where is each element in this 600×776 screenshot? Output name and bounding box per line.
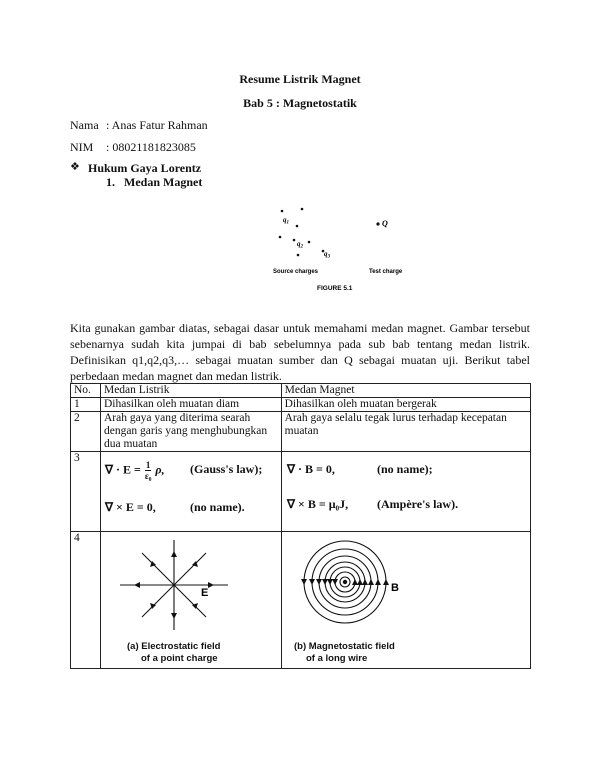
- fraction-numerator: 1: [145, 460, 151, 470]
- subsection-number: 1.: [106, 175, 115, 189]
- header-no: No.: [71, 384, 101, 398]
- caption-magnetostatic: (b) Magnetostatic field of a long wire: [294, 641, 395, 664]
- field-arrow: [309, 579, 315, 585]
- bullet-diamond-icon: ❖: [70, 161, 80, 173]
- figure-5-1: [260, 200, 420, 295]
- field-arrow: [301, 579, 307, 585]
- e-curl-equation: ∇ × E = 0,: [105, 500, 156, 514]
- row2-magnet: Arah gaya selalu tegak lurus terhadap kecepatan muatan: [281, 412, 530, 452]
- wire-dot: [343, 580, 347, 584]
- field-arrow: [316, 579, 322, 585]
- field-arrow: [332, 579, 338, 585]
- field-arrow: [171, 613, 177, 619]
- field-arrow: [322, 579, 328, 585]
- e-curl-note: (no name).: [190, 500, 245, 514]
- row1-magnet: Dihasilkan oleh muatan bergerak: [281, 398, 530, 412]
- row1-no: 1: [71, 398, 101, 412]
- caption-electrostatic: (a) Electrostatic field of a point charge: [127, 641, 221, 664]
- header-magnet: Medan Magnet: [281, 384, 530, 398]
- q1-label: $q_1$: [283, 216, 289, 226]
- test-charge-dot: [376, 222, 379, 225]
- field-arrow: [383, 579, 389, 585]
- row2-no: 2: [71, 412, 101, 452]
- chapter-title: Bab 5 : Magnetostatik: [243, 96, 357, 110]
- field-arrow: [352, 579, 358, 585]
- row2-listrik: Arah gaya yang diterima searah dengan garis yang menghubungkan dua muatan: [100, 412, 281, 452]
- field-arrow: [208, 582, 214, 588]
- e-field-label: E: [201, 587, 209, 599]
- table-row: [71, 412, 531, 452]
- field-arrow: [357, 579, 363, 585]
- field-arrow: [327, 579, 333, 585]
- magnetostatic-field-diagram: [295, 535, 415, 640]
- nim-value: : 08021181823085: [106, 140, 196, 154]
- charge-dot: [293, 239, 296, 242]
- ampere-law-note: (Ampère's law).: [377, 497, 459, 511]
- section-heading: Hukum Gaya Lorentz: [88, 161, 202, 175]
- fraction-denominator: ε₀: [144, 471, 152, 481]
- field-arrow: [171, 551, 177, 557]
- b-field-label: B: [391, 582, 399, 594]
- field-arrow: [375, 579, 381, 585]
- charge-dot: [281, 210, 284, 213]
- intro-paragraph: Kita gunakan gambar diatas, sebagai dasar untuk memahami medan magnet. Gambar tersebut sebenarnya sudah kita jumpai di bab sebelumnya pada sub bab tentang medan listrik. Definisikan q1,q2,q3,… sebagai muatan sumber dan Q sebagai muatan uji. Berikut tabel perbedaan medan magnet dan medan listrik.: [70, 321, 530, 383]
- q2-label: $q_2$: [297, 240, 303, 250]
- nim-label: NIM: [70, 140, 94, 154]
- q3-label: $q_3$: [324, 250, 330, 260]
- charge-dot: [308, 241, 311, 244]
- electrostatic-field-diagram: [112, 537, 237, 642]
- row4-no: 4: [71, 532, 101, 669]
- table-row: [71, 398, 531, 412]
- b-div-note: (no name);: [377, 462, 433, 476]
- ampere-law-equation: ∇ × B = μ₀J,: [287, 497, 349, 511]
- Q-label: Q: [382, 219, 388, 228]
- field-arrow: [362, 579, 368, 585]
- b-div-equation: ∇ · B = 0,: [287, 462, 335, 476]
- document-title: Resume Listrik Magnet: [239, 72, 361, 86]
- row3-no: 3: [71, 452, 101, 532]
- field-arrow: [134, 582, 140, 588]
- nama-value: : Anas Fatur Rahman: [106, 118, 208, 132]
- nama-label: Nama: [70, 118, 99, 132]
- gauss-law-equation: ∇ · E = $\frac{1}{\text{ε₀}}$ ρ,: [105, 460, 165, 481]
- field-arrow: [368, 579, 374, 585]
- row1-listrik: Dihasilkan oleh muatan diam: [100, 398, 281, 412]
- charge-dot: [296, 225, 299, 228]
- charge-dot: [279, 236, 282, 239]
- test-charge-label: Test charge: [369, 269, 403, 275]
- header-listrik: Medan Listrik: [100, 384, 281, 398]
- charge-dot: [297, 254, 300, 257]
- source-charges-label: Source charges: [273, 269, 319, 275]
- figure-caption: FIGURE 5.1: [317, 285, 353, 292]
- table-header-row: [71, 384, 531, 398]
- gauss-law-note: (Gauss's law);: [190, 462, 263, 476]
- charge-dot: [301, 208, 304, 211]
- subsection-title: Medan Magnet: [124, 175, 203, 189]
